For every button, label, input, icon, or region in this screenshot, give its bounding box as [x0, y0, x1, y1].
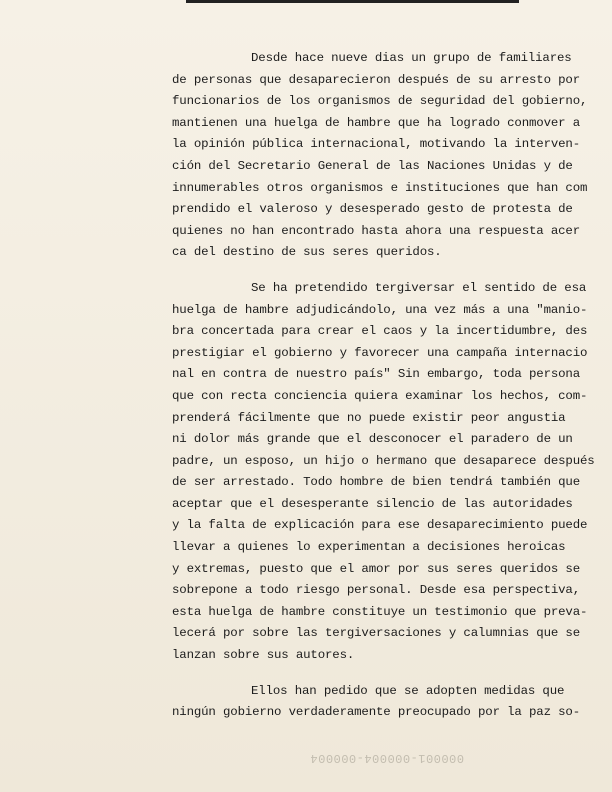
text-line: Se ha pretendido tergiversar el sentido de esa: [251, 280, 587, 295]
text-line: padre, un esposo, un hijo o hermano que desaparece después: [172, 453, 595, 468]
text-line: lecerá por sobre las tergiversaciones y calumnias que se: [172, 626, 580, 641]
text-line: esta huelga de hambre constituye un testimonio que preva-: [172, 604, 588, 619]
text-line: mantienen una huelga de hambre que ha logrado conmover a: [172, 115, 580, 130]
text-line: Desde hace nueve dias un grupo de familiares: [251, 51, 572, 65]
text-line: nal en contra de nuestro país" Sin embargo, toda persona: [172, 367, 580, 382]
top-rule: [186, 0, 519, 3]
paragraph-3: [172, 681, 608, 724]
text-line: prenderá fácilmente que no puede existir peor angustia: [172, 410, 566, 425]
text-line: prestigiar el gobierno y favorecer una campaña internacio: [172, 345, 588, 360]
text-line: ningún gobierno verdaderamente preocupado por la paz so-: [172, 705, 580, 720]
paragraph-1: [172, 48, 608, 264]
text-line: ca del destino de sus seres queridos.: [172, 245, 442, 260]
paragraph-2: [172, 278, 608, 667]
text-line: ni dolor más grande que el desconocer el paradero de un: [172, 432, 573, 447]
text-line: llevar a quienes lo experimentan a decisiones heroicas: [172, 540, 566, 555]
text-line: prendido el valeroso y desesperado gesto de protesta de: [172, 202, 573, 217]
document-body: [172, 48, 608, 738]
text-line: aceptar que el desesperante silencio de las autoridades: [172, 496, 573, 511]
text-line: Ellos han pedido que se adopten medidas que: [251, 683, 565, 698]
text-line: lanzan sobre sus autores.: [172, 648, 355, 663]
text-line: la opinión pública internacional, motivando la interven-: [172, 137, 580, 152]
text-line: quienes no han encontrado hasta ahora una respuesta acer: [172, 223, 580, 238]
bleed-through-numbering: 000001-000004-000004: [309, 751, 464, 765]
text-line: y extremas, puesto que el amor por sus seres queridos se: [172, 561, 580, 576]
text-line: sobrepone a todo riesgo personal. Desde esa perspectiva,: [172, 583, 580, 598]
text-line: innumerables otros organismos e instituciones que han com: [172, 180, 588, 195]
text-line: funcionarios de los organismos de seguridad del gobierno,: [172, 94, 588, 109]
text-line: ción del Secretario General de las Naciones Unidas y de: [172, 158, 573, 173]
text-line: que con recta conciencia quiera examinar los hechos, com-: [172, 388, 588, 403]
text-line: bra concertada para crear el caos y la incertidumbre, des: [172, 324, 588, 339]
text-line: de ser arrestado. Todo hombre de bien tendrá también que: [172, 475, 580, 490]
text-line: de personas que desaparecieron después de su arresto por: [172, 72, 580, 87]
text-line: huelga de hambre adjudicándolo, una vez más a una "manio-: [172, 302, 588, 317]
text-line: y la falta de explicación para ese desaparecimiento puede: [172, 518, 588, 533]
